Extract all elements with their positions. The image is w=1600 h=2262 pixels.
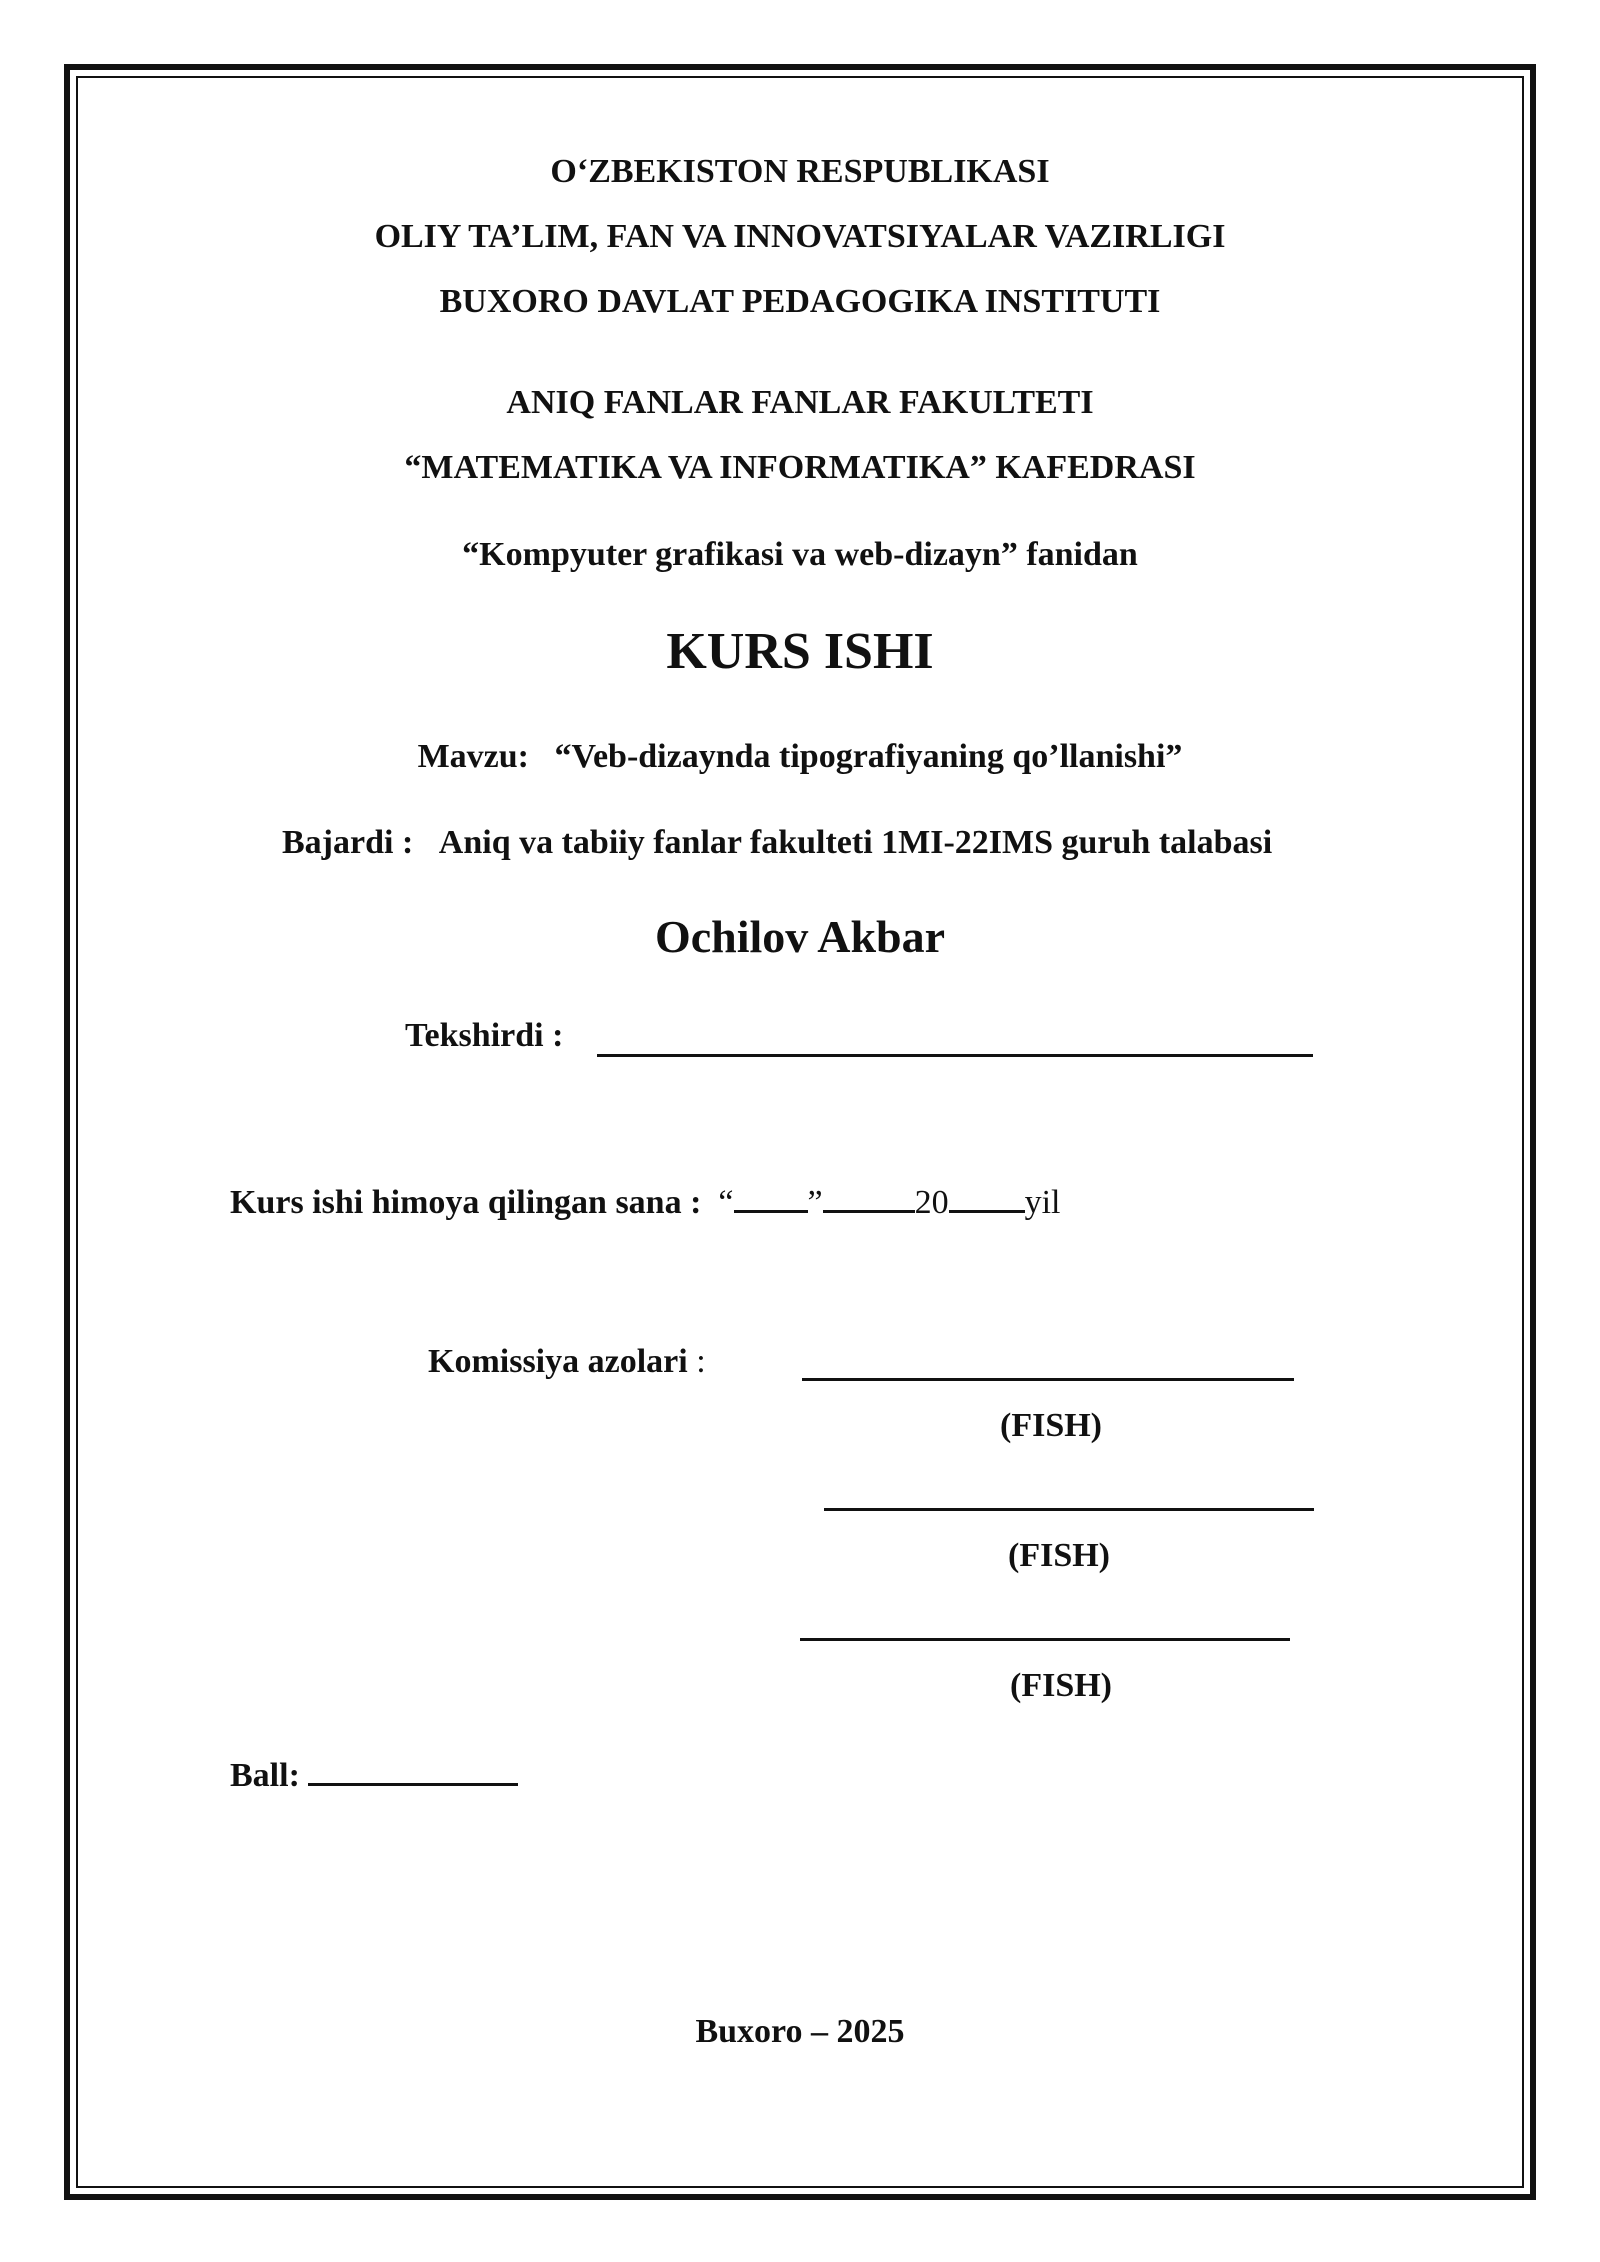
day-blank (734, 1180, 808, 1213)
date-close-quote: ” (807, 1184, 823, 1221)
ball-label: Ball: (230, 1757, 300, 1794)
performer-label: Bajardi : (282, 824, 414, 861)
student-name: Ochilov Akbar (654, 911, 946, 962)
checker-label: Tekshirdi : (405, 1017, 564, 1054)
ball-blank (308, 1753, 518, 1786)
commission-colon: : (696, 1343, 706, 1380)
header-institute: BUXORO DAVLAT PEDAGOGIKA INSTITUTI (439, 283, 1161, 320)
commission-label: Komissiya azolari (428, 1343, 688, 1380)
defense-date-line (230, 1180, 1061, 1222)
fish-label-3: (FISH) (1010, 1667, 1112, 1704)
commission-line (428, 1343, 706, 1381)
ball-line (230, 1753, 518, 1795)
header-faculty: ANIQ FANLAR FANLAR FAKULTETI (506, 384, 1094, 421)
subject-line: “Kompyuter grafikasi va web-dizayn” fanidan (462, 536, 1138, 573)
header-country: O‘ZBEKISTON RESPUBLIKASI (550, 153, 1050, 190)
topic-value: “Veb-dizaynda tipografiyaning qo’llanishi” (554, 738, 1183, 775)
fish-label-1: (FISH) (1000, 1407, 1102, 1444)
topic-line (0, 738, 1600, 776)
footer-city-year: Buxoro – 2025 (695, 2013, 905, 2050)
header-ministry: OLIY TA’LIM, FAN VA INNOVATSIYALAR VAZIRLIGI (374, 218, 1226, 255)
month-blank (823, 1180, 915, 1213)
year-blank (949, 1180, 1025, 1213)
fish-label-2: (FISH) (1008, 1537, 1110, 1574)
commission-signature-line-2 (824, 1508, 1314, 1511)
topic-label: Mavzu: (417, 738, 530, 775)
checker-signature-line (597, 1054, 1313, 1057)
date-century: 20 (914, 1184, 949, 1221)
performer-value: Aniq va tabiiy fanlar fakulteti 1MI-22IMS guruh talabasi (438, 824, 1273, 861)
header-department: “MATEMATIKA VA INFORMATIKA” KAFEDRASI (404, 449, 1196, 486)
commission-signature-line-1 (802, 1378, 1294, 1381)
commission-signature-line-3 (800, 1638, 1290, 1641)
performer-line (282, 824, 1272, 862)
defense-date-label: Kurs ishi himoya qilingan sana : (230, 1184, 702, 1221)
date-year-word: yil (1024, 1184, 1061, 1221)
date-open-quote: “ (718, 1184, 734, 1221)
document-title: KURS ISHI (666, 623, 934, 680)
